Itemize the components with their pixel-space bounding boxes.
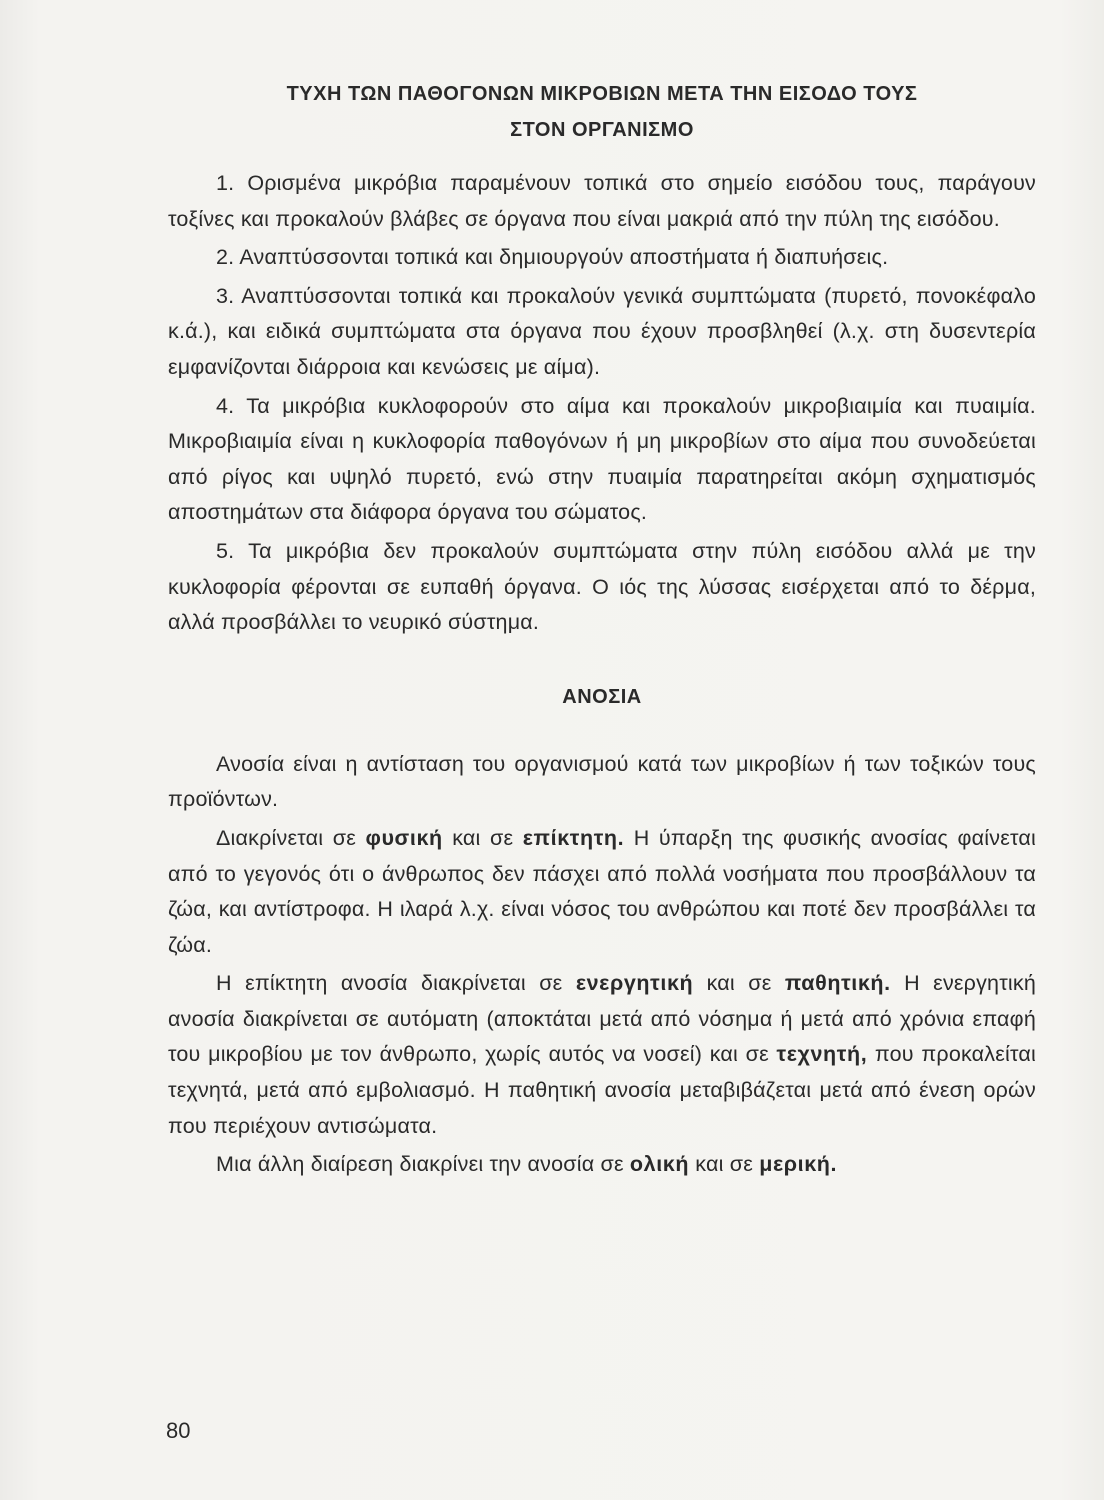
list-item-text: Τα μικρόβια κυκλοφορούν στο αίμα και προκαλούν μικροβιαιμία και πυαιμία. Μικροβιαιμία είναι η κυκλοφορία παθογόνων ή μη μικροβίων στο αίμα που συνοδεύεται από ρίγος και υψηλό πυρετό, ενώ στην πυαιμία παρατηρείται ακόμη σχηματισμός αποστημάτων στα διάφορα όργανα του σώματος.	[168, 393, 1036, 525]
paragraph-definition: Ανοσία είναι η αντίσταση του οργανισμού κατά των μικροβίων ή των τοξικών τους προϊόντων.	[168, 751, 1036, 812]
chapter-heading	[168, 76, 1036, 148]
heading-line-2: ΣΤΟΝ ΟΡΓΑΝΙΣΜΟ	[510, 119, 694, 141]
list-item	[168, 166, 1036, 237]
section-title: ΑΝΟΣΙΑ	[562, 685, 642, 708]
term-acquired: επίκτητη.	[522, 825, 625, 850]
list-item-number: 3.	[216, 283, 235, 308]
text-run: και σε	[689, 1152, 760, 1177]
heading-line-1: ΤΥΧΗ ΤΩΝ ΠΑΘΟΓΟΝΩΝ ΜΙΚΡΟΒΙΩΝ ΜΕΤΑ ΤΗΝ ΕΙΣΟΔΟ ΤΟΥΣ	[286, 83, 918, 105]
text-run: Η επίκτητη ανοσία διακρίνεται σε	[216, 971, 576, 996]
list-item-text: Ορισμένα μικρόβια παραμένουν τοπικά στο σημείο εισόδου τους, παράγουν τοξίνες και προκαλούν βλάβες σε όργανα που είναι μακριά από την πύλη της εισόδου.	[168, 171, 1036, 231]
text-run: Διακρίνεται σε	[216, 825, 366, 850]
paragraph-active-passive	[168, 966, 1036, 1144]
outcome-list	[168, 166, 1036, 641]
list-item-number: 1.	[216, 171, 235, 195]
list-item-number: 2.	[216, 245, 235, 270]
text-run: Μια άλλη διαίρεση διακρίνει την ανοσία σε	[216, 1152, 630, 1177]
term-partial: μερική.	[759, 1152, 838, 1177]
text-run: και σε	[693, 971, 785, 996]
list-item-text: Τα μικρόβια δεν προκαλούν συμπτώματα στην πύλη εισόδου αλλά με την κυκλοφορία φέρονται σε ευπαθή όργανα. Ο ιός της λύσσας εισέρχεται από το δέρμα, αλλά προσβάλλει το νευρικό σύστημα.	[168, 538, 1036, 635]
term-total: ολική	[629, 1152, 690, 1177]
term-passive: παθητική.	[784, 971, 891, 996]
paragraph-total-partial	[168, 1147, 1036, 1183]
paragraph-natural-acquired	[168, 821, 1036, 963]
list-item-text: Αναπτύσσονται τοπικά και προκαλούν γενικά συμπτώματα (πυρετό, πονοκέφαλο κ.ά.), και ειδικά συμπτώματα στα όργανα που έχουν προσβληθεί (λ.χ. στη δυσεντερία εμφανίζονται διάρροια και κενώσεις με αίμα).	[168, 283, 1037, 379]
list-item	[168, 240, 1036, 276]
term-natural: φυσική	[365, 825, 443, 850]
list-item	[168, 279, 1036, 386]
term-artificial: τεχνητή,	[776, 1042, 868, 1067]
list-item-text: Αναπτύσσονται τοπικά και δημιουργούν αποστήματα ή διαπυήσεις.	[239, 245, 889, 270]
list-item	[168, 389, 1036, 531]
text-run: Η ύπαρξη της φυσικής ανοσίας φαίνεται από το γεγονός ότι ο άνθρωπος δεν πάσχει από πολλά νοσήματα που προσβάλλουν τα ζώα, και αντίστροφα. Η ιλαρά λ.χ. είναι νόσος του ανθρώπου και ποτέ δεν προσβάλλει τα ζώα.	[168, 825, 1037, 957]
text-run: και σε	[442, 825, 523, 850]
list-item	[168, 534, 1036, 641]
text-run: που προκαλείται τεχνητά, μετά από εμβολιασμό. Η παθητική ανοσία μεταβιβάζεται μετά από ένεση ορών που περιέχουν αντισώματα.	[168, 1042, 1036, 1138]
term-active: ενεργητική	[575, 971, 694, 996]
page-number: 80	[166, 1418, 191, 1443]
list-item-number: 5.	[216, 538, 235, 563]
text-run: Η ενεργητική ανοσία διακρίνεται σε αυτόματη (αποκτάται μετά από νόσημα ή μετά από χρόνια επαφή του μικροβίου με τον άνθρωπο, χωρίς αυτός να νοσεί) και σε	[168, 971, 1036, 1067]
page-content	[168, 76, 1036, 1186]
list-item-number: 4.	[216, 393, 235, 418]
